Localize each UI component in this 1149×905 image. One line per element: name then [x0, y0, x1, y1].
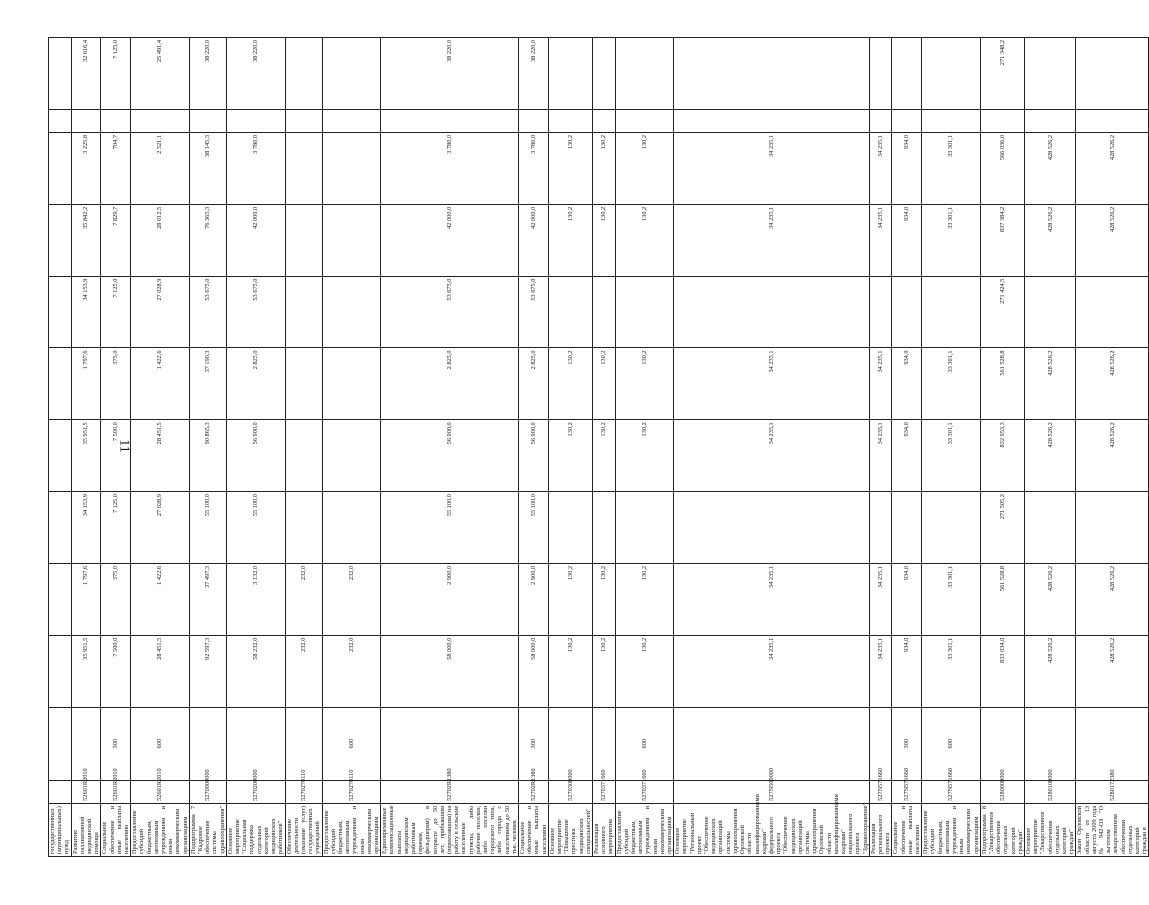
row-value: 232,0 [322, 635, 381, 707]
row-name: Подпрограмма 7 "Кадровое обеспечение системы здравоохранения" [189, 803, 226, 856]
row-value: 7 125,0 [101, 276, 131, 348]
row-name: Социальное обеспечение и иные выплаты населению [892, 803, 922, 856]
row-code: 5270371660 [593, 780, 616, 803]
row-value: 33 301,1 [922, 348, 981, 420]
row-value: 3 780,0 [381, 132, 519, 204]
table-row [49, 38, 72, 857]
row-value: 130,2 [615, 348, 674, 420]
row-value: 34 235,1 [869, 132, 892, 204]
row-value [615, 276, 674, 348]
row-value: 33 301,1 [922, 563, 981, 635]
row-value: 833 034,0 [980, 635, 1024, 707]
row-code: 52601R2010 [131, 780, 190, 803]
table-row [674, 38, 869, 857]
row-value: 2 900,0 [519, 563, 549, 635]
table-row [922, 38, 981, 857]
row-name: Развитие паллиативной медицинской помощи [71, 803, 101, 856]
row-value [49, 420, 72, 492]
row-value [922, 38, 981, 110]
table-row [548, 38, 592, 857]
row-value: 1 422,6 [131, 348, 190, 420]
row-value: 53 675,0 [381, 276, 519, 348]
row-value: 34 235,1 [869, 635, 892, 707]
table-row [892, 38, 922, 857]
row-value [49, 492, 72, 564]
row-value: 34 235,1 [869, 420, 892, 492]
row-name: Основное мероприятие "Региональный проект "Обеспечение медицинских организаций системы здравоохранения Орловской области квалифицированными кадрами" федерального проекта "Обеспечение медицинских организаций системы здравоохранения Орловской области квалифицированными кадрами" национального проекта "Здравоохранение" [674, 803, 869, 856]
row-code: 5280000000 [980, 780, 1024, 803]
row-name: Социальное обеспечение и иные выплаты населению [519, 803, 549, 856]
row-value [922, 276, 981, 348]
table-row [593, 38, 616, 857]
row-value [1025, 109, 1076, 132]
row-code: 527N571660 [892, 780, 922, 803]
row-value: 37 190,3 [189, 348, 226, 420]
table-row [189, 38, 226, 857]
row-value: 42 000,0 [226, 204, 285, 276]
row-value: 58 000,0 [519, 635, 549, 707]
row-value: 1 797,6 [71, 563, 101, 635]
row-name: Обеспечение деятельности (оказание услуг) государственных учреждений [285, 803, 322, 856]
row-value: 34 235,1 [674, 563, 869, 635]
row-value: 25 491,4 [131, 38, 190, 110]
row-value [1076, 276, 1149, 348]
row-code: 5270270110 [285, 780, 322, 803]
row-value: 428 526,2 [1025, 348, 1076, 420]
table-row [869, 38, 892, 857]
row-expense-type: 300 [892, 707, 922, 780]
table-row [1025, 38, 1076, 857]
row-value: 3 780,0 [519, 132, 549, 204]
row-value [1025, 276, 1076, 348]
row-expense-type: 600 [615, 707, 674, 780]
row-value: 56 900,0 [519, 420, 549, 492]
row-value: 130,2 [615, 563, 674, 635]
row-value [285, 420, 322, 492]
row-value: 33 301,1 [922, 204, 981, 276]
row-expense-type: 600 [131, 707, 190, 780]
row-value: 35 951,5 [71, 635, 101, 707]
row-value [548, 38, 592, 110]
row-value [548, 109, 592, 132]
row-value [322, 132, 381, 204]
row-value: 934,0 [892, 348, 922, 420]
row-expense-type [49, 707, 72, 780]
row-value: 34 235,1 [869, 204, 892, 276]
row-value: 38 220,0 [519, 38, 549, 110]
row-value: 232,0 [322, 563, 381, 635]
row-value: 27 028,9 [131, 492, 190, 564]
row-value: 58 000,0 [381, 635, 519, 707]
row-value [49, 38, 72, 110]
row-value: 934,0 [892, 563, 922, 635]
table-row [131, 38, 190, 857]
row-value: 7 829,7 [101, 204, 131, 276]
page-number: 11 [116, 439, 132, 453]
row-value: 2 900,0 [381, 563, 519, 635]
row-value: 934,0 [892, 204, 922, 276]
row-name: Закон Орловской области от 13 августа 2009 года № 942-ОЗ "О льготном лекарственном обеспечении отдельных категорий граждан в [1076, 803, 1149, 856]
row-value: 130,2 [593, 348, 616, 420]
row-value: 27 028,9 [131, 276, 190, 348]
row-value: 566 036,0 [980, 132, 1024, 204]
row-value [548, 492, 592, 564]
row-value: 130,2 [593, 420, 616, 492]
row-value: 35 951,5 [71, 420, 101, 492]
row-value: 53 675,0 [189, 276, 226, 348]
row-value: 53 675,0 [226, 276, 285, 348]
row-value [49, 635, 72, 707]
row-value: 28 012,5 [131, 204, 190, 276]
row-value: 375,0 [101, 563, 131, 635]
row-value: 33 301,1 [922, 420, 981, 492]
row-value: 7 125,0 [101, 38, 131, 110]
table-row [226, 38, 285, 857]
row-value: 428 526,2 [1076, 563, 1149, 635]
row-value: 428 526,2 [1025, 420, 1076, 492]
row-name: Предоставление субсидий бюджетным, автономным учреждениям и иным некоммерческим организациям [615, 803, 674, 856]
row-code: 5270270110 [322, 780, 381, 803]
row-name: Предоставление субсидий бюджетным, автономным учреждениям и иным некоммерческим организациям [131, 803, 190, 856]
row-value: 34 235,1 [674, 420, 869, 492]
row-value: 2 825,0 [381, 348, 519, 420]
row-value: 7 125,0 [101, 492, 131, 564]
row-value: 130,2 [548, 635, 592, 707]
row-value: 42 000,0 [381, 204, 519, 276]
row-value: 832 953,3 [980, 420, 1024, 492]
row-value: 2 521,1 [131, 132, 190, 204]
row-value [226, 109, 285, 132]
row-code: 5270200000 [226, 780, 285, 803]
row-value: 561 528,8 [980, 563, 1024, 635]
row-value [519, 109, 549, 132]
row-value: 934,0 [892, 132, 922, 204]
row-code: 5270000000 [189, 780, 226, 803]
row-value [1025, 492, 1076, 564]
row-value [1025, 38, 1076, 110]
row-value [593, 276, 616, 348]
row-value: 934,0 [892, 635, 922, 707]
row-name: Подпрограмма 8 "Лекарственное обеспечение отдельных категорий граждан" [980, 803, 1024, 856]
row-value [593, 109, 616, 132]
row-value: 7 500,0 [101, 635, 131, 707]
row-value [71, 109, 101, 132]
row-value [285, 204, 322, 276]
row-value: 55 100,0 [189, 492, 226, 564]
row-code: 5280100000 [1025, 780, 1076, 803]
row-value: 130,2 [548, 348, 592, 420]
row-code: 5270300000 [548, 780, 592, 803]
row-value [285, 276, 322, 348]
table-row [71, 38, 101, 857]
row-value: 34 153,9 [71, 492, 101, 564]
row-value: 704,7 [101, 132, 131, 204]
row-value: 33 301,1 [922, 132, 981, 204]
row-value: 375,0 [101, 348, 131, 420]
row-value: 34 235,1 [869, 563, 892, 635]
row-name: Реализация регионального проекта [869, 803, 892, 856]
row-value: 28 451,5 [131, 420, 190, 492]
row-value: 130,2 [615, 635, 674, 707]
row-value: 428 526,2 [1076, 348, 1149, 420]
row-value [49, 109, 72, 132]
row-value [615, 38, 674, 110]
row-value: 34 153,9 [71, 276, 101, 348]
row-value [49, 348, 72, 420]
row-value: 42 000,0 [519, 204, 549, 276]
row-value: 837 384,2 [980, 204, 1024, 276]
row-value [131, 109, 190, 132]
row-value: 55 100,0 [519, 492, 549, 564]
row-value [922, 492, 981, 564]
row-value: 38 145,3 [189, 132, 226, 204]
row-value: 1 422,6 [131, 563, 190, 635]
row-expense-type: 300 [101, 707, 131, 780]
row-value: 55 100,0 [381, 492, 519, 564]
budget-table [48, 37, 1149, 857]
row-value [285, 38, 322, 110]
row-value [980, 109, 1024, 132]
row-value: 34 235,1 [674, 348, 869, 420]
row-code: 52601R2010 [101, 780, 131, 803]
row-code: 52601R2010 [71, 780, 101, 803]
row-value [49, 204, 72, 276]
row-value [189, 109, 226, 132]
row-value [892, 109, 922, 132]
row-value: 76 365,3 [189, 204, 226, 276]
row-value: 428 526,2 [1076, 635, 1149, 707]
row-value: 58 232,0 [226, 635, 285, 707]
row-value [593, 492, 616, 564]
row-code: 527N500000 [674, 780, 869, 803]
row-name: Социальное обеспечение и иные выплаты населению [101, 803, 131, 856]
row-value [922, 109, 981, 132]
row-value [1076, 492, 1149, 564]
row-value: 37 497,3 [189, 563, 226, 635]
row-value [869, 38, 892, 110]
row-code: 527N571660 [922, 780, 981, 803]
row-value [869, 109, 892, 132]
row-value: 33 301,1 [922, 635, 981, 707]
row-name: Основное мероприятие "Социальная поддержка отдельных категорий медицинских работников" [226, 803, 285, 856]
row-value [892, 38, 922, 110]
table-row [615, 38, 674, 857]
row-value [322, 109, 381, 132]
row-value [1076, 109, 1149, 132]
row-value [49, 132, 72, 204]
row-value: 38 220,0 [381, 38, 519, 110]
row-value: 90 865,3 [189, 420, 226, 492]
row-value: 130,2 [548, 204, 592, 276]
rotated-table-container [48, 37, 1149, 857]
row-value: 1 797,6 [71, 348, 101, 420]
row-value: 55 100,0 [226, 492, 285, 564]
row-value [593, 38, 616, 110]
row-value: 428 526,2 [1076, 132, 1149, 204]
row-name: Реализация основного мероприятия [593, 803, 616, 856]
row-code [49, 780, 72, 803]
row-value [892, 276, 922, 348]
row-value: 271 424,5 [980, 276, 1024, 348]
row-name: Единовременные компенсационные выплаты медицинским работникам (врачам, фельдшерам) в возрасте до 50 лет, прибывшим (переехавшим) на работу в сельские населенные пункты, либо рабочие поселки, либо поселки городского типа, либо города с населением до 50 тыс. человек [381, 803, 519, 856]
row-name: государственных (муниципальных) нужд [49, 803, 72, 856]
row-value [285, 132, 322, 204]
row-value: 232,0 [285, 563, 322, 635]
row-value [322, 492, 381, 564]
table-row [980, 38, 1024, 857]
row-value: 130,2 [615, 132, 674, 204]
row-value: 7 500,0 [101, 420, 131, 492]
row-value: 130,2 [615, 204, 674, 276]
row-value [1076, 38, 1149, 110]
row-value: 34 235,1 [674, 635, 869, 707]
row-value [49, 563, 72, 635]
row-value: 428 526,2 [1025, 563, 1076, 635]
row-value [892, 492, 922, 564]
row-value: 56 900,0 [381, 420, 519, 492]
row-value: 561 528,8 [980, 348, 1024, 420]
row-value: 2 825,0 [519, 348, 549, 420]
row-code: 5280172380 [1076, 780, 1149, 803]
row-value: 130,2 [593, 635, 616, 707]
row-value: 428 526,2 [1076, 204, 1149, 276]
row-name: Основное мероприятие "Повышение престижа медицинских специальностей" [548, 803, 592, 856]
row-expense-type: 600 [922, 707, 981, 780]
row-value [869, 492, 892, 564]
row-expense-type: 300 [519, 707, 549, 780]
row-value [674, 276, 869, 348]
row-code: 5270371660 [615, 780, 674, 803]
row-value [322, 420, 381, 492]
row-value [101, 109, 131, 132]
row-value [49, 276, 72, 348]
row-value: 271 348,2 [980, 38, 1024, 110]
row-value [322, 276, 381, 348]
row-value [615, 492, 674, 564]
row-value [322, 348, 381, 420]
row-value [674, 109, 869, 132]
row-value: 92 597,3 [189, 635, 226, 707]
table-row [381, 38, 519, 857]
row-value [869, 276, 892, 348]
row-value [615, 109, 674, 132]
row-value: 130,2 [548, 420, 592, 492]
row-value [285, 109, 322, 132]
row-value: 3 225,8 [71, 132, 101, 204]
table-row [1076, 38, 1149, 857]
row-code: 52702R1380 [381, 780, 519, 803]
row-value [381, 109, 519, 132]
row-value: 130,2 [593, 132, 616, 204]
table-row [285, 38, 322, 857]
row-value: 428 526,2 [1025, 635, 1076, 707]
row-value [322, 38, 381, 110]
row-name: Основное мероприятие "Лекарственное обеспечение отдельных категорий граждан" [1025, 803, 1076, 856]
row-value: 3 780,0 [226, 132, 285, 204]
row-value: 130,2 [548, 132, 592, 204]
row-expense-type: 600 [322, 707, 381, 780]
row-value: 56 900,0 [226, 420, 285, 492]
row-value [674, 492, 869, 564]
table-row [322, 38, 381, 857]
row-value: 130,2 [593, 204, 616, 276]
row-value [285, 492, 322, 564]
row-value [548, 276, 592, 348]
row-value: 35 842,2 [71, 204, 101, 276]
row-value: 32 616,4 [71, 38, 101, 110]
row-value: 271 505,2 [980, 492, 1024, 564]
row-value: 232,0 [285, 635, 322, 707]
table-row [519, 38, 549, 857]
row-value: 428 526,2 [1025, 132, 1076, 204]
row-value: 130,2 [593, 563, 616, 635]
row-value [322, 204, 381, 276]
table-row [101, 38, 131, 857]
row-code: 52702R1380 [519, 780, 549, 803]
row-value: 934,0 [892, 420, 922, 492]
row-code: 527N571660 [869, 780, 892, 803]
row-value: 3 132,0 [226, 563, 285, 635]
row-value: 28 451,5 [131, 635, 190, 707]
row-value: 2 825,0 [226, 348, 285, 420]
row-value: 38 220,0 [226, 38, 285, 110]
row-value: 53 675,0 [519, 276, 549, 348]
row-value: 38 220,0 [189, 38, 226, 110]
row-value: 34 235,1 [869, 348, 892, 420]
row-value: 34 235,1 [674, 204, 869, 276]
row-value: 130,2 [548, 563, 592, 635]
row-value [674, 38, 869, 110]
row-value [285, 348, 322, 420]
row-value: 34 235,1 [674, 132, 869, 204]
row-value: 428 526,2 [1076, 420, 1149, 492]
row-name: Предоставление субсидий бюджетным, автономным учреждениям и иным некоммерческим организациям [322, 803, 381, 856]
row-value: 130,2 [615, 420, 674, 492]
row-value: 428 526,2 [1025, 204, 1076, 276]
row-name: Предоставление субсидий бюджетным, автономным учреждениям и иным некоммерческим организациям [922, 803, 981, 856]
